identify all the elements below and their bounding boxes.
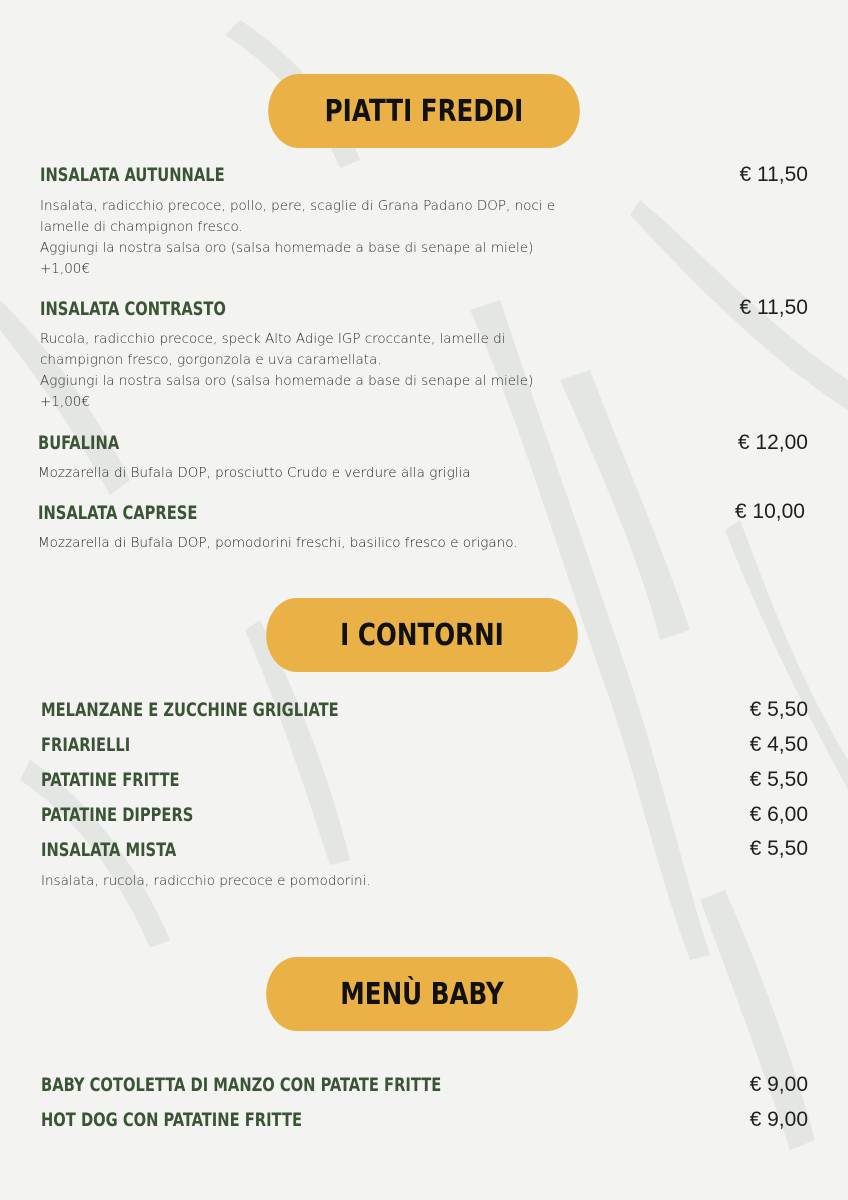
item-price: € 10,00 xyxy=(734,500,805,523)
section-header-i-contorni xyxy=(266,598,578,672)
item-price: € 11,50 xyxy=(739,296,808,319)
section-title: MENÙ BABY xyxy=(340,976,504,1012)
item-name: PATATINE DIPPERS xyxy=(41,804,194,826)
section-header-piatti-freddi xyxy=(268,74,580,148)
section-title: PIATTI FREDDI xyxy=(324,93,524,129)
item-price: € 11,50 xyxy=(739,163,808,186)
item-description: Mozzarella di Bufala DOP, prosciutto Crudo e verdure alla griglia xyxy=(38,465,471,481)
section-header-menu-baby xyxy=(266,957,578,1031)
item-description: Rucola, radicchio precoce, speck Alto Adige IGP croccante, lamelle di champignon fresco, gorgonzola e uva caramellata. Aggiungi la nostra salsa oro (salsa homemade a base di senape al miele) +1,00€ xyxy=(40,331,534,410)
item-price: € 4,50 xyxy=(749,733,808,756)
item-name: INSALATA CONTRASTO xyxy=(40,298,226,320)
item-name: MELANZANE E ZUCCHINE GRIGLIATE xyxy=(41,699,339,721)
item-name: HOT DOG CON PATATINE FRITTE xyxy=(41,1109,303,1131)
item-name: BUFALINA xyxy=(38,432,120,454)
item-price: € 5,50 xyxy=(749,837,808,860)
item-description: Insalata, radicchio precoce, pollo, pere, scaglie di Grana Padano DOP, noci e lamelle di champignon fresco. Aggiungi la nostra salsa oro (salsa homemade a base di senape al miele) +1,00€ xyxy=(40,198,556,277)
item-name: PATATINE FRITTE xyxy=(41,769,180,791)
item-price: € 9,00 xyxy=(749,1108,808,1131)
item-description: Mozzarella di Bufala DOP, pomodorini freschi, basilico fresco e origano. xyxy=(38,535,518,551)
section-title: I CONTORNI xyxy=(340,617,504,653)
item-name: INSALATA MISTA xyxy=(41,839,177,861)
item-description: Insalata, rucola, radicchio precoce e pomodorini. xyxy=(41,873,371,889)
item-name: BABY COTOLETTA DI MANZO CON PATATE FRITTE xyxy=(41,1074,442,1096)
item-name: FRIARIELLI xyxy=(41,734,131,756)
item-name: INSALATA CAPRESE xyxy=(38,502,198,524)
item-name: INSALATA AUTUNNALE xyxy=(40,164,225,186)
item-price: € 5,50 xyxy=(749,768,808,791)
item-price: € 5,50 xyxy=(749,698,808,721)
item-price: € 6,00 xyxy=(749,803,808,826)
item-price: € 12,00 xyxy=(737,431,808,454)
item-price: € 9,00 xyxy=(749,1073,808,1096)
